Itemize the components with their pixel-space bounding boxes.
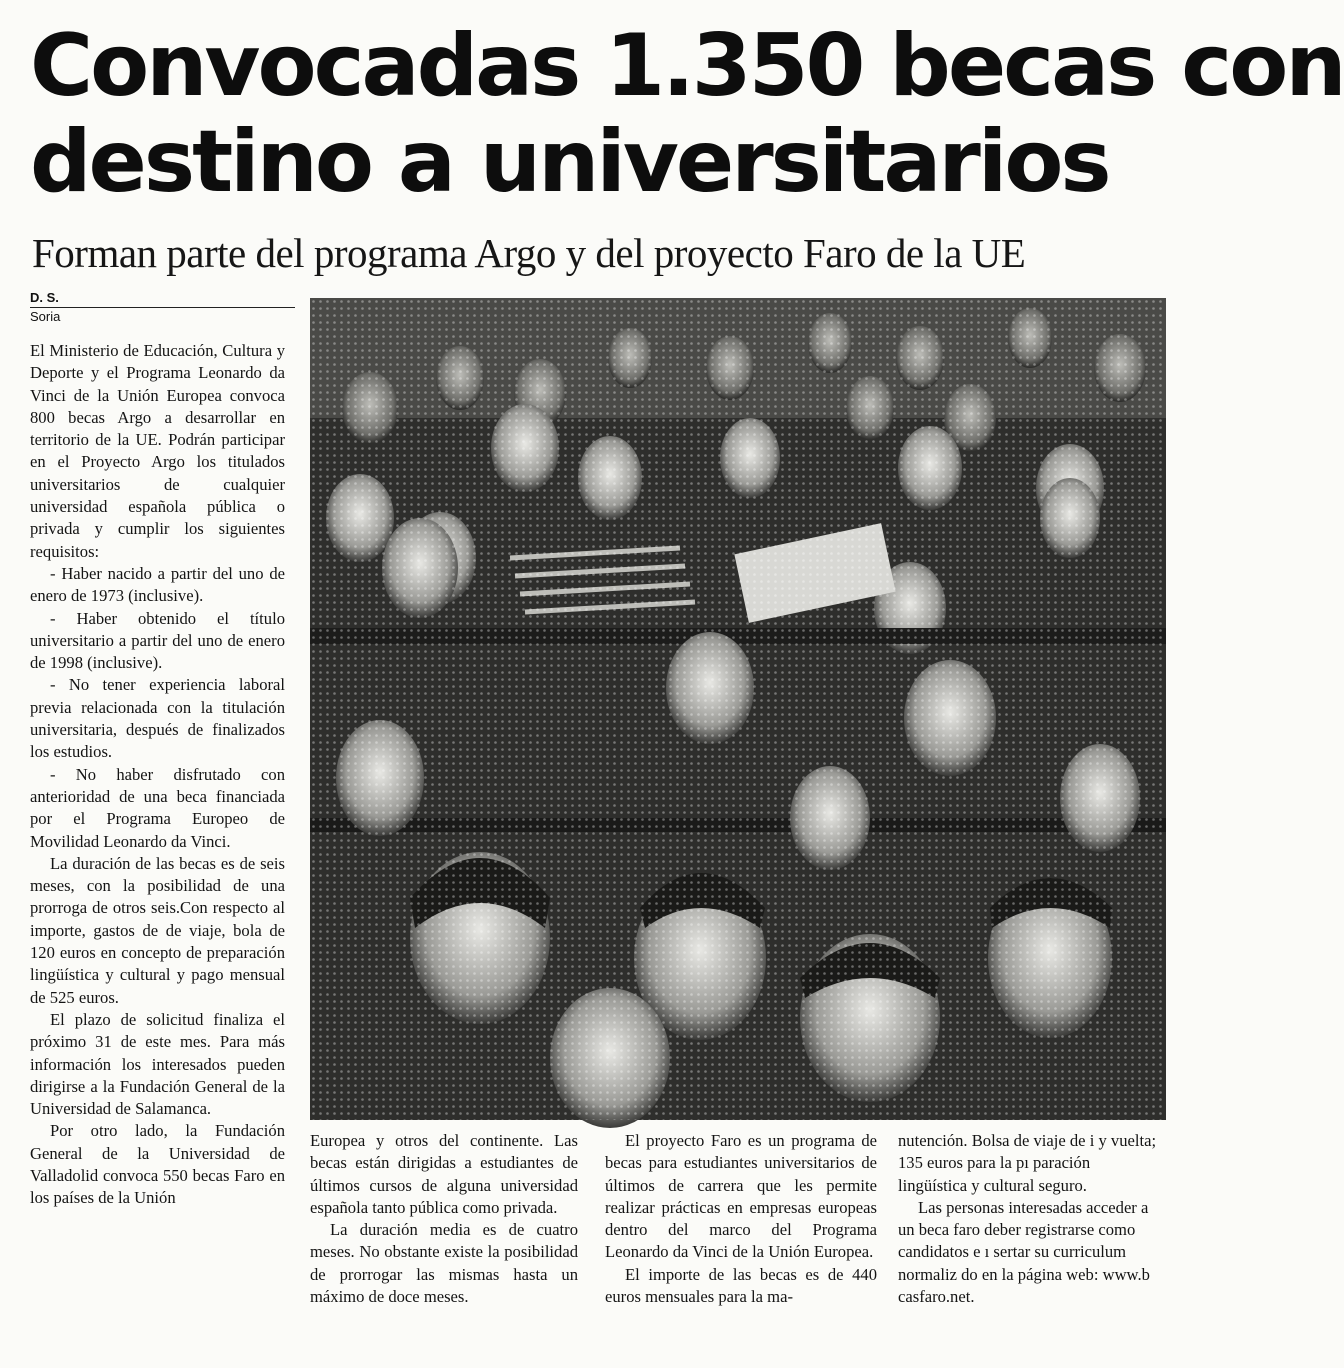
article-column-3	[605, 1130, 877, 1308]
paragraph: El importe de las becas es de 440 euros mensuales para la ma-	[605, 1264, 877, 1307]
paragraph: El Ministerio de Educación, Cultura y Deporte y el Programa Leonardo da Vinci de la Unión Europea convoca 800 becas Argo a desarrollar en territorio de la UE. Podrán participar en el Proyecto Argo los titulados universitarios de cualquier universidad española pública o privada y cumplir los siguientes requisitos:	[30, 341, 285, 561]
classroom-photo	[310, 298, 1166, 1120]
paragraph: La duración media es de cuatro meses. No obstante existe la posibilidad de prorrogar las mismas hasta un máximo de doce meses.	[310, 1220, 578, 1307]
byline-place: Soria	[30, 309, 61, 324]
paragraph: Por otro lado, la Fundación General de la Universidad de Valladolid convoca 550 becas Faro en los países de la Unión	[30, 1121, 285, 1208]
paragraph: nutención. Bolsa de viaje de i y vuelta; 135 euros para la pı paración lingüística y cultural seguro.	[898, 1131, 1157, 1195]
subheadline: Forman parte del programa Argo y del proyecto Faro de la UE	[32, 230, 1026, 276]
byline	[30, 290, 300, 324]
paragraph: El proyecto Faro es un programa de becas para estudiantes universitarios de últimos de carrera que les permite realizar prácticas en empresas europeas dentro del marco del Programa Leonardo da Vinci de la Unión Europea.	[605, 1131, 877, 1262]
article-column-4	[898, 1130, 1163, 1308]
paragraph: Europea y otros del continente. Las becas están dirigidas a estudiantes de últimos cursos de alguna universidad española tanto pública como privada.	[310, 1131, 578, 1217]
headline-line-1: Convocadas 1.350 becas con	[30, 16, 1344, 116]
byline-author: D. S.	[30, 290, 59, 305]
headline-line-2: destino a universitarios	[30, 112, 1109, 212]
paragraph: - Haber nacido a partir del uno de enero de 1973 (inclusive).	[30, 563, 285, 606]
paragraph: El plazo de solicitud finaliza el próximo 31 de este mes. Para más información los interesados pueden dirigirse a la Fundación General de la Universidad de Salamanca.	[30, 1009, 285, 1119]
headline	[30, 16, 1344, 212]
paragraph: - Haber obtenido el título universitario a partir del uno de enero de 1998 (inclusive).	[30, 608, 285, 673]
article-column-2	[310, 1130, 578, 1308]
article-column-1	[30, 340, 285, 1210]
photo-illustration	[310, 298, 1166, 1120]
paragraph: La duración de las becas es de seis meses, con la posibilidad de una prorroga de otros seis.Con respecto al importe, gastos de de viaje, bola de 120 euros en concepto de preparación lingüística y cultural y pago mensual de 525 euros.	[30, 853, 285, 1007]
paragraph: - No haber disfrutado con anterioridad de una beca financiada por el Programa Europeo de Movilidad Leonardo da Vinci.	[30, 764, 285, 851]
paragraph: - No tener experiencia laboral previa relacionada con la titulación universitaria, después de finalizados los estudios.	[30, 675, 285, 762]
byline-rule	[30, 307, 295, 308]
paragraph: Las personas interesadas acceder a un beca faro deber registrarse como candidatos e ı sertar su curriculum normaliz do en la página web: www.b casfaro.net.	[898, 1197, 1150, 1307]
